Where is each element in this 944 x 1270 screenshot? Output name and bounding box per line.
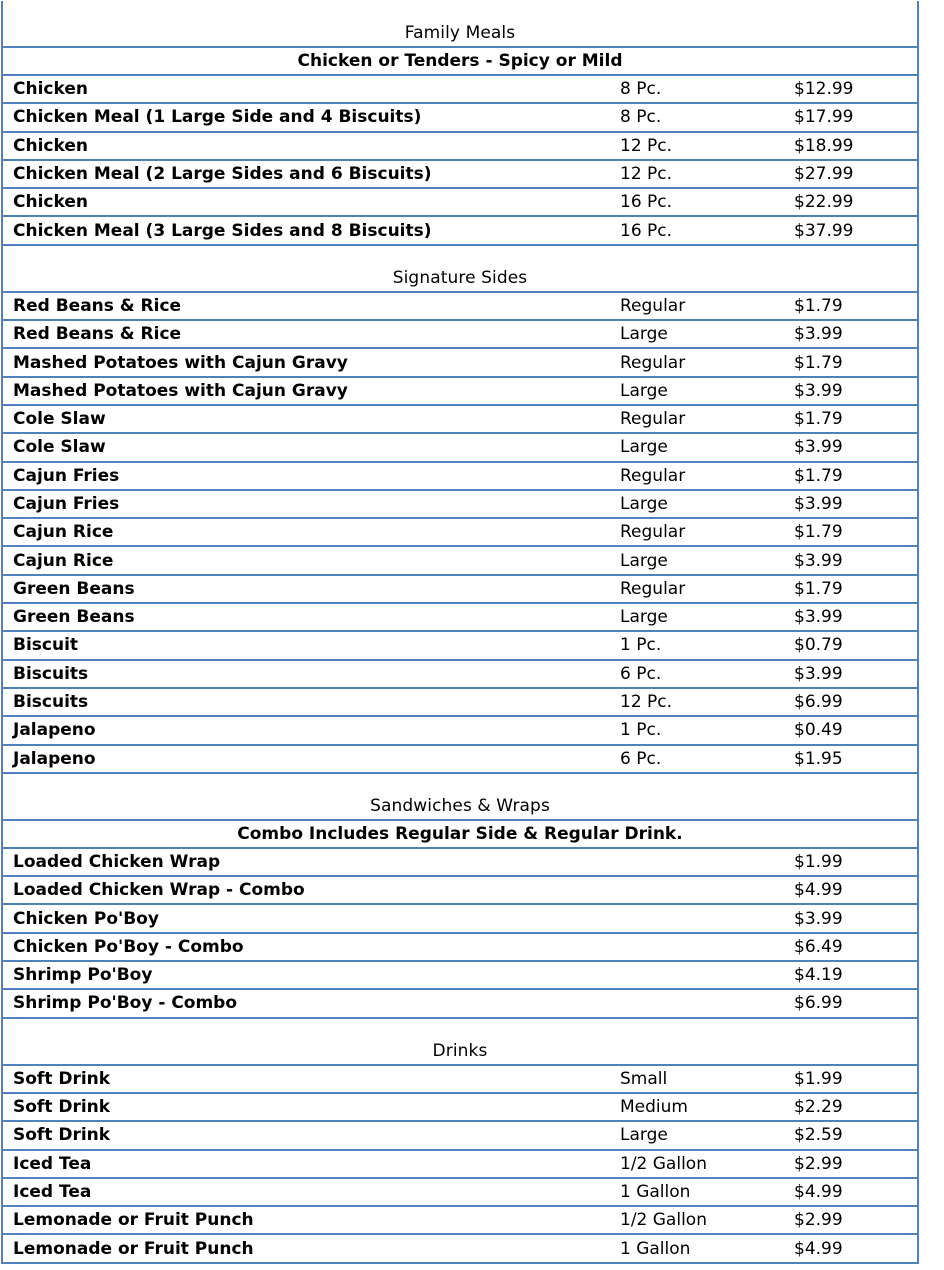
menu-item-row <box>3 630 917 658</box>
menu-item-row <box>3 602 917 630</box>
menu-item-row <box>3 376 917 404</box>
menu-item-row <box>3 1149 917 1177</box>
item-price: $27.99 <box>794 164 854 185</box>
menu-section <box>3 244 917 772</box>
menu-item-row <box>3 1177 917 1205</box>
item-size: 6 Pc. <box>620 663 662 684</box>
item-name: Biscuit <box>13 635 79 656</box>
menu-item-row <box>3 1205 917 1233</box>
item-size: Small <box>620 1068 668 1089</box>
menu-item-row <box>3 932 917 960</box>
item-price: $6.99 <box>794 692 843 713</box>
item-name: Cajun Rice <box>13 550 114 571</box>
item-price: $1.79 <box>794 522 843 543</box>
item-name: Chicken Meal (3 Large Sides and 8 Biscuits) <box>13 220 432 241</box>
item-price: $4.19 <box>794 965 843 986</box>
menu-item-row <box>3 215 917 243</box>
menu-item-row <box>3 432 917 460</box>
item-size: Medium <box>620 1097 688 1118</box>
menu-item-row <box>3 74 917 102</box>
menu-item-row <box>3 517 917 545</box>
item-size: 8 Pc. <box>620 107 662 128</box>
item-name: Biscuits <box>13 692 89 713</box>
item-size: Large <box>620 324 668 345</box>
item-size: 12 Pc. <box>620 135 673 156</box>
item-name: Cajun Fries <box>13 494 120 514</box>
item-size: Regular <box>620 578 686 599</box>
item-price: $6.99 <box>794 993 843 1014</box>
menu-item-row <box>3 187 917 215</box>
item-name: Chicken <box>13 135 88 156</box>
item-name: Jalapeno <box>13 748 96 769</box>
item-name: Biscuits <box>13 663 89 684</box>
item-name: Jalapeno <box>13 720 96 741</box>
item-name: Cajun Rice <box>13 522 114 543</box>
item-size: Large <box>620 1125 668 1146</box>
item-price: $2.99 <box>794 1153 843 1174</box>
menu-item-row <box>3 545 917 573</box>
section-subheader: Combo Includes Regular Side & Regular Drink. <box>3 819 917 847</box>
item-price: $0.49 <box>794 720 843 741</box>
item-name: Green Beans <box>13 578 135 599</box>
item-name: Chicken <box>13 192 88 213</box>
item-price: $3.99 <box>794 494 843 514</box>
menu-item-row <box>3 715 917 743</box>
menu-item-row <box>3 574 917 602</box>
item-size: Large <box>620 437 668 458</box>
menu-item-row <box>3 875 917 903</box>
item-price: $37.99 <box>794 220 854 241</box>
item-price: $3.99 <box>794 908 843 929</box>
menu-item-row <box>3 903 917 931</box>
item-size: 12 Pc. <box>620 692 673 713</box>
item-name: Cole Slaw <box>13 409 106 430</box>
item-size: Large <box>620 494 668 514</box>
item-price: $3.99 <box>794 380 843 401</box>
item-size: 1 Gallon <box>620 1238 691 1259</box>
item-price: $1.79 <box>794 352 843 373</box>
menu-item-row <box>3 319 917 347</box>
item-price: $3.99 <box>794 607 843 628</box>
section-subheader: Chicken or Tenders - Spicy or Mild <box>3 46 917 74</box>
menu-item-row <box>3 847 917 875</box>
item-name: Shrimp Po'Boy - Combo <box>13 993 238 1014</box>
item-size: 16 Pc. <box>620 192 673 213</box>
item-name: Loaded Chicken Wrap - Combo <box>13 880 305 901</box>
item-price: $3.99 <box>794 663 843 684</box>
item-price: $17.99 <box>794 107 854 128</box>
menu-item-row <box>3 1120 917 1148</box>
item-price: $1.79 <box>794 465 843 486</box>
item-name: Green Beans <box>13 607 135 628</box>
menu-item-row <box>3 1064 917 1092</box>
item-price: $1.79 <box>794 409 843 430</box>
item-price: $1.79 <box>794 578 843 599</box>
menu-item-row <box>3 744 917 772</box>
item-name: Cole Slaw <box>13 437 106 458</box>
item-name: Cajun Fries <box>13 465 120 486</box>
item-size: Large <box>620 607 668 628</box>
item-name: Mashed Potatoes with Cajun Gravy <box>13 352 348 373</box>
item-price: $3.99 <box>794 437 843 458</box>
item-price: $2.29 <box>794 1097 843 1118</box>
item-price: $4.99 <box>794 1238 843 1259</box>
item-size: 1/2 Gallon <box>620 1153 707 1174</box>
item-name: Chicken Po'Boy <box>13 908 159 929</box>
item-size: 1 Gallon <box>620 1181 691 1202</box>
menu-item-row <box>3 404 917 432</box>
item-size: Large <box>620 550 668 571</box>
menu-item-row <box>3 489 917 517</box>
item-name: Red Beans & Rice <box>13 324 182 345</box>
menu-item-row <box>3 131 917 159</box>
item-price: $2.99 <box>794 1210 843 1231</box>
item-name: Lemonade or Fruit Punch <box>13 1238 254 1259</box>
section-title: Drinks <box>432 1040 488 1061</box>
menu-table <box>1 1 919 1264</box>
menu-item-row <box>3 1092 917 1120</box>
section-title: Signature Sides <box>392 267 528 288</box>
item-size: Regular <box>620 465 686 486</box>
item-name: Iced Tea <box>13 1181 92 1202</box>
menu-item-row <box>3 659 917 687</box>
item-price: $1.79 <box>794 295 843 316</box>
menu-item-row <box>3 1233 917 1261</box>
item-name: Loaded Chicken Wrap <box>13 851 221 872</box>
menu-item-row <box>3 960 917 988</box>
item-price: $4.99 <box>794 1181 843 1202</box>
item-price: $18.99 <box>794 135 854 156</box>
item-size: 8 Pc. <box>620 79 662 100</box>
menu-section <box>3 1017 917 1262</box>
menu-item-row <box>3 102 917 130</box>
item-price: $22.99 <box>794 192 854 213</box>
item-size: 1 Pc. <box>620 720 662 741</box>
menu-item-row <box>3 461 917 489</box>
item-size: 1 Pc. <box>620 635 662 656</box>
section-title: Sandwiches & Wraps <box>370 795 550 816</box>
menu-item-row <box>3 347 917 375</box>
item-price: $12.99 <box>794 79 854 100</box>
item-price: $3.99 <box>794 324 843 345</box>
item-name: Chicken <box>13 79 88 100</box>
item-name: Mashed Potatoes with Cajun Gravy <box>13 380 348 401</box>
item-size: Regular <box>620 295 686 316</box>
item-name: Iced Tea <box>13 1153 92 1174</box>
item-name: Chicken Meal (1 Large Side and 4 Biscuits) <box>13 107 422 128</box>
item-name: Lemonade or Fruit Punch <box>13 1210 254 1231</box>
menu-item-row <box>3 687 917 715</box>
item-size: 6 Pc. <box>620 748 662 769</box>
item-size: 1/2 Gallon <box>620 1210 707 1231</box>
item-price: $1.95 <box>794 748 843 769</box>
item-size: Regular <box>620 352 686 373</box>
item-size: Regular <box>620 522 686 543</box>
item-size: Large <box>620 380 668 401</box>
item-name: Chicken Meal (2 Large Sides and 6 Biscuits) <box>13 164 432 185</box>
item-name: Shrimp Po'Boy <box>13 965 153 986</box>
item-price: $1.99 <box>794 851 843 872</box>
item-price: $0.79 <box>794 635 843 656</box>
menu-item-row <box>3 291 917 319</box>
item-price: $3.99 <box>794 550 843 571</box>
menu-section <box>3 1 917 244</box>
item-size: Regular <box>620 409 686 430</box>
item-price: $4.99 <box>794 880 843 901</box>
item-name: Soft Drink <box>13 1125 111 1146</box>
item-size: 16 Pc. <box>620 220 673 241</box>
menu-item-row <box>3 988 917 1016</box>
section-title: Family Meals <box>404 23 516 43</box>
item-price: $6.49 <box>794 936 843 957</box>
item-name: Chicken Po'Boy - Combo <box>13 936 244 957</box>
item-price: $1.99 <box>794 1068 843 1089</box>
item-price: $2.59 <box>794 1125 843 1146</box>
menu-item-row <box>3 159 917 187</box>
item-name: Red Beans & Rice <box>13 295 182 316</box>
item-name: Soft Drink <box>13 1097 111 1118</box>
item-size: 12 Pc. <box>620 164 673 185</box>
menu-section <box>3 772 917 1017</box>
item-name: Soft Drink <box>13 1068 111 1089</box>
